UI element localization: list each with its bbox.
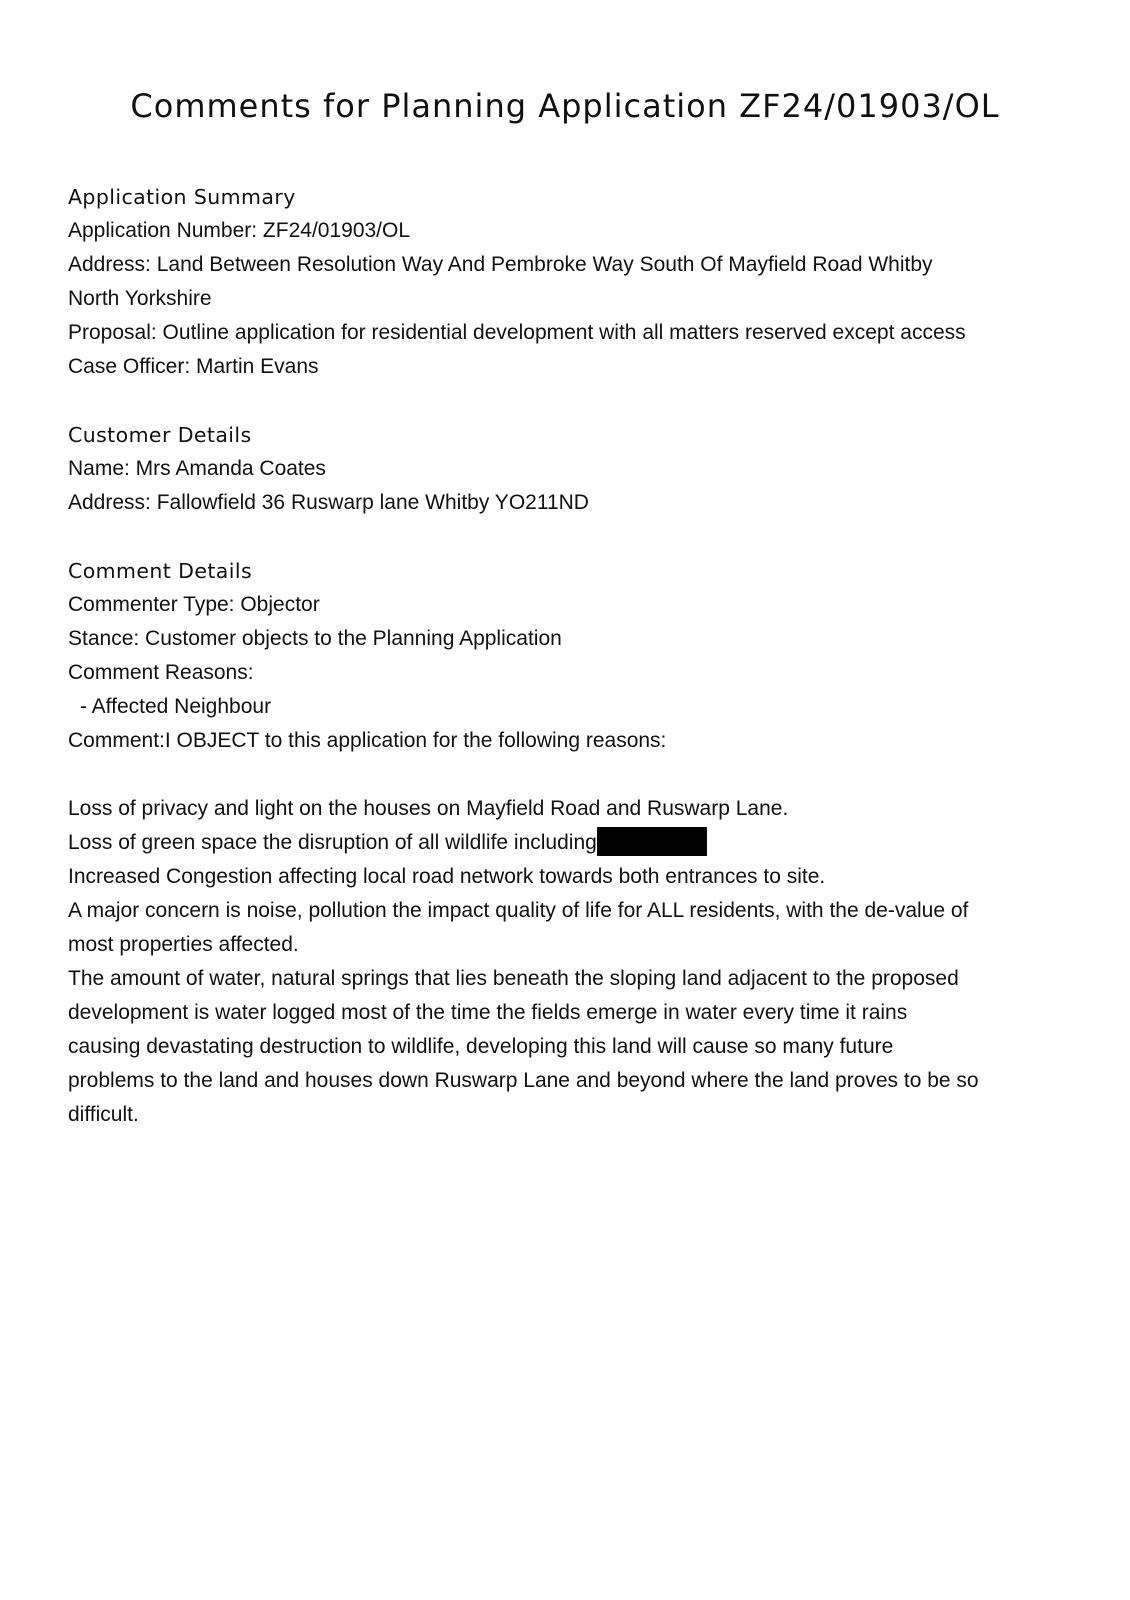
application-summary-heading: Application Summary	[68, 185, 296, 209]
spacer	[68, 520, 1068, 554]
case-officer: Case Officer: Martin Evans	[68, 355, 319, 378]
customer-name: Name: Mrs Amanda Coates	[68, 457, 326, 480]
comment-paragraph-1: Loss of privacy and light on the houses on Mayfield Road and Ruswarp Lane.	[68, 797, 789, 820]
site-address-line-1: Address: Land Between Resolution Way And Pembroke Way South Of Mayfield Road Whitby	[68, 253, 933, 276]
customer-address: Address: Fallowfield 36 Ruswarp lane Whitby YO211ND	[68, 491, 589, 514]
proposal: Proposal: Outline application for residential development with all matters reserved except access	[68, 321, 966, 344]
stance: Stance: Customer objects to the Planning Application	[68, 627, 562, 650]
document-body	[68, 180, 1068, 1132]
comment-reasons-label: Comment Reasons:	[68, 661, 254, 684]
comment-paragraph-5-line-4: problems to the land and houses down Ruswarp Lane and beyond where the land proves to be so	[68, 1069, 979, 1092]
customer-details-section	[68, 418, 1068, 520]
comment-paragraph-3: Increased Congestion affecting local road network towards both entrances to site.	[68, 865, 826, 888]
comment-paragraph-2-text: Loss of green space the disruption of all wildlife including	[68, 831, 597, 854]
redaction-block	[597, 827, 707, 856]
customer-details-heading: Customer Details	[68, 423, 252, 447]
application-summary-section	[68, 180, 1068, 384]
spacer	[68, 384, 1068, 418]
comment-paragraph-5-line-3: causing devastating destruction to wildlife, developing this land will cause so many future	[68, 1035, 894, 1058]
comment-paragraph-5-line-5: difficult.	[68, 1103, 139, 1126]
comment-paragraph-4-line-1: A major concern is noise, pollution the impact quality of life for ALL residents, with the de-value of	[68, 899, 969, 922]
site-address-line-2: North Yorkshire	[68, 287, 212, 310]
comment-paragraph-5-line-2: development is water logged most of the time the fields emerge in water every time it rains	[68, 1001, 908, 1024]
application-number: Application Number: ZF24/01903/OL	[68, 219, 411, 242]
commenter-type: Commenter Type: Objector	[68, 593, 320, 616]
comment-reason-item: - Affected Neighbour	[80, 695, 272, 718]
comment-intro: Comment:I OBJECT to this application for the following reasons:	[68, 729, 667, 752]
page-title: Comments for Planning Application ZF24/01903/OL	[130, 87, 1000, 125]
comment-paragraph-2	[68, 826, 1068, 860]
comment-paragraph-5-line-1: The amount of water, natural springs that lies beneath the sloping land adjacent to the proposed	[68, 967, 959, 990]
comment-details-heading: Comment Details	[68, 559, 253, 583]
spacer	[68, 758, 1068, 792]
comment-details-section	[68, 554, 1068, 1132]
comment-paragraph-4-line-2: most properties affected.	[68, 933, 299, 956]
